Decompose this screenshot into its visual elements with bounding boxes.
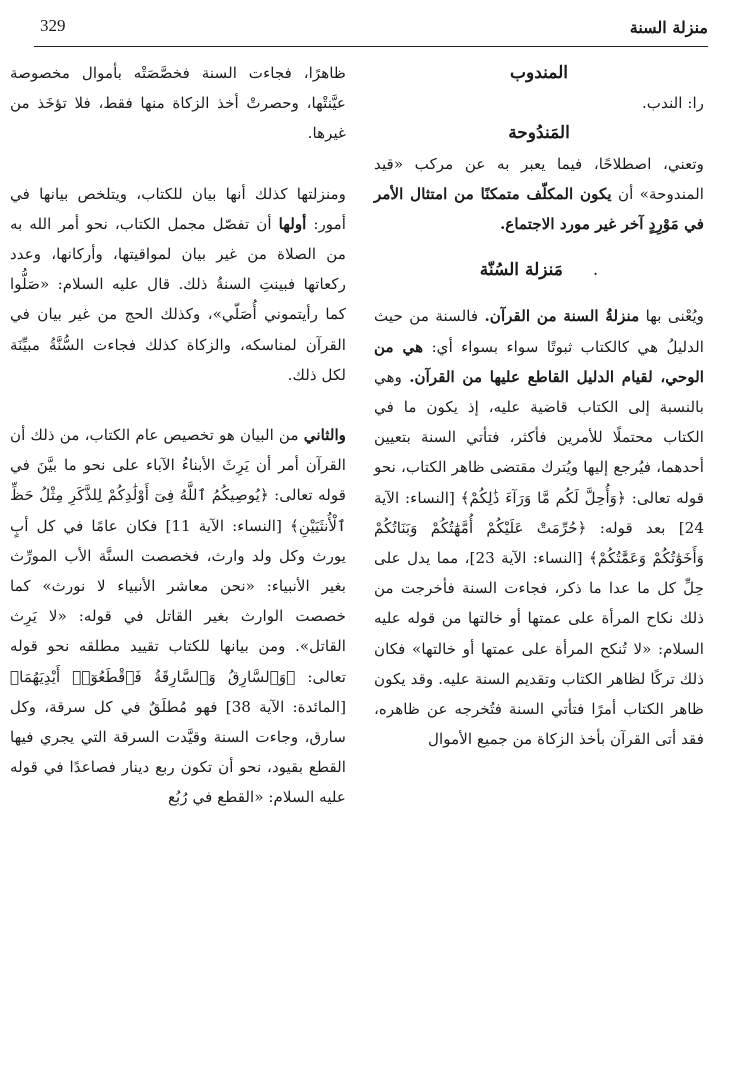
sunna-text-2: وهي بالنسبة إلى الكتاب قاضية عليه، إذ يكون ما في الكتاب محتملًا للأمرين فأكثر، فتأتي السنة بتعيين أحدهما، فيُرجع إليها ويُترك مقتضى ظاهر الكتاب، نحو قوله تعالى: ﴿وَأُحِلَّ لَكُم مَّا وَرَآءَ ذَٰلِكُمْ﴾ [النساء: الآية 24] بعد قوله: ﴿حُرِّمَتْ عَلَيْكُمْ أُمَّهَٰتُكُمْ وَبَنَاتُكُمْ وَأَخَوَٰتُكُمْ وَعَمَّٰتُكُمْ﴾ [النساء: الآية 23]، مما يدل على حِلِّ كل ما عدا ما ذكر، فجاءت السنة فأخرجت من ذلك نكاح المرأة على عمتها أو خالتها من قوله عليه السلام: «لا تُنكح المرأة على عمتها أو خالتها» فكان ذلك تركًا لظاهر الكتاب وتقديم السنة عليه. وقد يكون ظاهر الكتاب أمرًا فتأتي السنة فتُخرجه عن ظاهره، فقد أتى القرآن بأخذ الزكاة من جميع الأموال	[374, 367, 705, 749]
mandouha-text: وتعني، اصطلاحًا، فيما يعبر به عن مركب «قيد المندوحة» أن	[374, 154, 705, 203]
bayan-intro: ومنزلتها كذلك أنها بيان للكتاب، ويتلخص بيانها في أمور:	[10, 184, 346, 233]
sunna-term: منزلةُ السنة من القرآن.	[484, 307, 640, 326]
bayan-paragraph	[10, 179, 346, 390]
bayan-first: أولها	[278, 214, 307, 233]
left-column	[10, 58, 346, 813]
sunna-text-1: فالسنة من حيث الدليلُ هي كالكتاب ثبوتًا سواء بسواء أي:	[374, 307, 704, 356]
entry-heading-mandub: المندوب	[510, 63, 568, 83]
section-heading-text: مَنزلة السُنّة	[479, 260, 563, 281]
sunna-paragraph	[374, 301, 704, 754]
see-reference: را: الندب.	[641, 94, 704, 113]
zakat-paragraph: ظاهرًا، فجاءت السنة فخصَّصَتْه بأموال مخصوصة عيَّنتْها، وحصرتْ أخذ الزكاة منها فقط، فلا تؤخَذ من غيرها.	[10, 64, 346, 143]
mandouha-paragraph	[374, 149, 704, 240]
mandouha-definition: يكون المكلّف متمكنًا من امتثال الأمر في مَوْرِدٍ آخر غير مورد الاجتماع.	[374, 184, 704, 234]
sunna-intro: ويُعْنى بها	[639, 307, 704, 326]
right-column	[374, 58, 704, 754]
section-dot: .	[592, 260, 599, 281]
sunna-emphasis: هي من الوحي، لقيام الدليل القاطع عليها من القرآن.	[374, 337, 704, 386]
running-title: منزلة السنة	[629, 18, 708, 37]
page-header	[34, 12, 708, 46]
header-rule	[34, 46, 708, 47]
section-heading	[374, 255, 704, 285]
page-number: 329	[40, 16, 66, 35]
entry-heading-mandouha: المَندُوحة	[508, 123, 570, 144]
takhsis-text: من البيان هو تخصيص عام الكتاب، من ذلك أن القرآن أمر أن يَرِثَ الأبناءُ الآباء على نحو ما بيَّنَ في قوله تعالى: ﴿يُوصِيكُمُ ٱللَّهُ فِىٓ أَوْلَٰدِكُمْ لِلذَّكَرِ مِثْلُ حَظِّ ٱلْأُنثَيَيْنِ﴾ [النساء: الآية 11] فكان عامًا في كل أبٍ يورث وكل ولد وارث، فخصصت السنَّة الأب المورِّث بغير الأنبياء: «نحن معاشر الأنبياء لا نورث» كما خصصت الوارث بغير القاتل في قوله: «لا يَرِث القاتل». ومن بيانها للكتاب تقييد مطلقه نحو قوله تعالى: ﴿وَٱلسَّارِقُ وَٱلسَّارِقَةُ فَٱقْطَعُوٓا۟ أَيْدِيَهُمَا﴾ [المائدة: الآية 38] فهو مُطلَقٌ في كل سرقة، وكل سارق، وجاءت السنة وقيَّدت السرقة التي يجري فيها القطع بقيود، نحو أن تكون ربع دينار فصاعدًا في قوله عليه السلام: «القطع في رُبُع	[10, 426, 347, 807]
bayan-text: أن تفصّل مجمل الكتاب، نحو أمر الله به من الصلاة من غير بيان لمواقيتها، وأركانها، وعدد ركعاتها فبينتِ السنةُ ذلك. قال عليه السلام: «صَلُّوا كما رأيتموني أُصَلّي»، وكذلك الحج من غير بيان في القرآن لمناسكه، والزكاة كذلك فجاءت السُّنَّةُ مبيِّنَة لكل ذلك.	[10, 214, 346, 384]
takhsis-paragraph	[10, 420, 346, 813]
takhsis-second: والثاني	[303, 426, 346, 445]
